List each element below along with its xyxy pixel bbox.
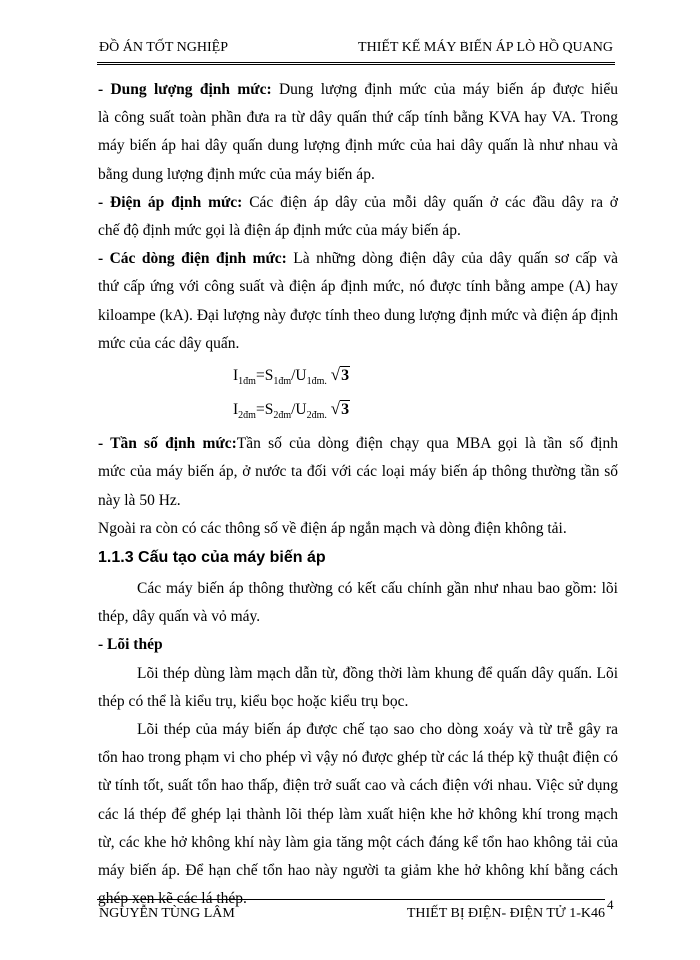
page-footer: [97, 899, 605, 924]
term-rated-voltage: - Điện áp định mức:: [98, 193, 243, 211]
paragraph-rated-current-line1: - Các dòng điện định mức: Là những dòng điện dây của dây quấn sơ cấp và: [98, 250, 619, 268]
page-header: [97, 36, 615, 65]
paragraph-rated-capacity-line1: - Dung lượng định mức: Dung lượng định mức của máy biến áp được hiểu: [98, 81, 618, 98]
paragraph-rated-voltage-line1: - Điện áp định mức: Các điện áp dây của mỗi dây quấn ở các đầu dây ra ở: [98, 193, 618, 211]
term-rated-current: - Các dòng điện định mức:: [98, 250, 287, 268]
section-heading: 1.1.3 Cấu tạo của máy biến áp: [98, 549, 326, 567]
header-right-title: THIẾT KẾ MÁY BIẾN ÁP LÒ HỒ QUANG: [358, 40, 613, 55]
formula-secondary-current: $I_{2đm}=S_{2đm}/U_{2đm.}$ √ 3: [233, 399, 350, 422]
paragraph-structure-intro: Các máy biến áp thông thường có kết cấu chính gần như nhau bao gồm: lõi thép, dây quấn và vỏ máy.: [98, 580, 618, 626]
paragraph-rated-frequency-line1: - Tần số định mức:Tần số của dòng điện chạy qua MBA gọi là tần số định: [98, 435, 618, 453]
document-body: [98, 76, 618, 913]
paragraph-rated-frequency: mức của máy biến áp, ở nước ta đối với các loại máy biến áp thông thường tần số này là 50 Hz.: [98, 463, 618, 509]
sqrt-three: √ 3: [330, 399, 350, 419]
term-rated-capacity: - Dung lượng định mức:: [98, 81, 272, 98]
page-number: 4: [607, 897, 614, 912]
formula-primary-current: $I_{1đm}=S_{1đm}/U_{1đm.}$ √ 3: [233, 365, 350, 388]
term-rated-frequency: - Tần số định mức:: [98, 435, 237, 453]
header-left-title: ĐỒ ÁN TỐT NGHIỆP: [99, 40, 228, 55]
sub-heading-core: - Lõi thép: [98, 636, 163, 654]
sqrt-three: √ 3: [330, 365, 350, 385]
paragraph-core-construction: Lõi thép của máy biến áp được chế tạo sao cho dòng xoáy và từ trễ gây ra tổn hao trong phạm vi cho phép vì vậy nó được ghép từ các lá thép kỹ thuật điện có từ tính tốt, suất tổn hao thấp, điện trở suất cao và cách điện với nhau. Việc sử dụng các lá thép để ghép lại thành lõi thép làm xuất hiện khe hở không khí trong mạch từ, các khe hở không khí này làm gia tăng một cách đáng kể tổn hao không tải của máy biến áp. Để hạn chế tổn hao này người ta giảm khe hở không khí bằng cách ghép xen kẽ các lá thép.: [98, 721, 618, 908]
footer-department: THIẾT BỊ ĐIỆN- ĐIỆN TỬ 1-K46: [406, 906, 605, 921]
paragraph-rated-capacity: là công suất toàn phần đưa ra từ dây quấn thứ cấp tính bằng KVA hay VA. Trong máy biến áp hai dây quấn dung lượng định mức của hai dây quấn là như nhau và bằng dung lượng định mức của máy biến áp.: [98, 109, 618, 183]
footer-author: NGUYỄN TÙNG LÂM: [99, 906, 235, 921]
paragraph-core-function: Lõi thép dùng làm mạch dẫn từ, đồng thời làm khung để quấn dây quấn. Lõi thép có thể là kiểu trụ, kiểu bọc hoặc kiểu trụ bọc.: [98, 664, 618, 710]
paragraph-rated-voltage: chế độ định mức gọi là điện áp định mức của máy biến áp.: [98, 222, 461, 240]
paragraph-other-parameters: Ngoài ra còn có các thông số về điện áp ngắn mạch và dòng điện không tải.: [98, 519, 567, 537]
paragraph-rated-current: thứ cấp ứng với công suất và điện áp định mức, nó được tính bằng ampe (A) hay kiloampe (kA). Đại lượng này được tính theo dung lượng định mức và điện áp định mức của các dây quấn.: [98, 278, 618, 352]
